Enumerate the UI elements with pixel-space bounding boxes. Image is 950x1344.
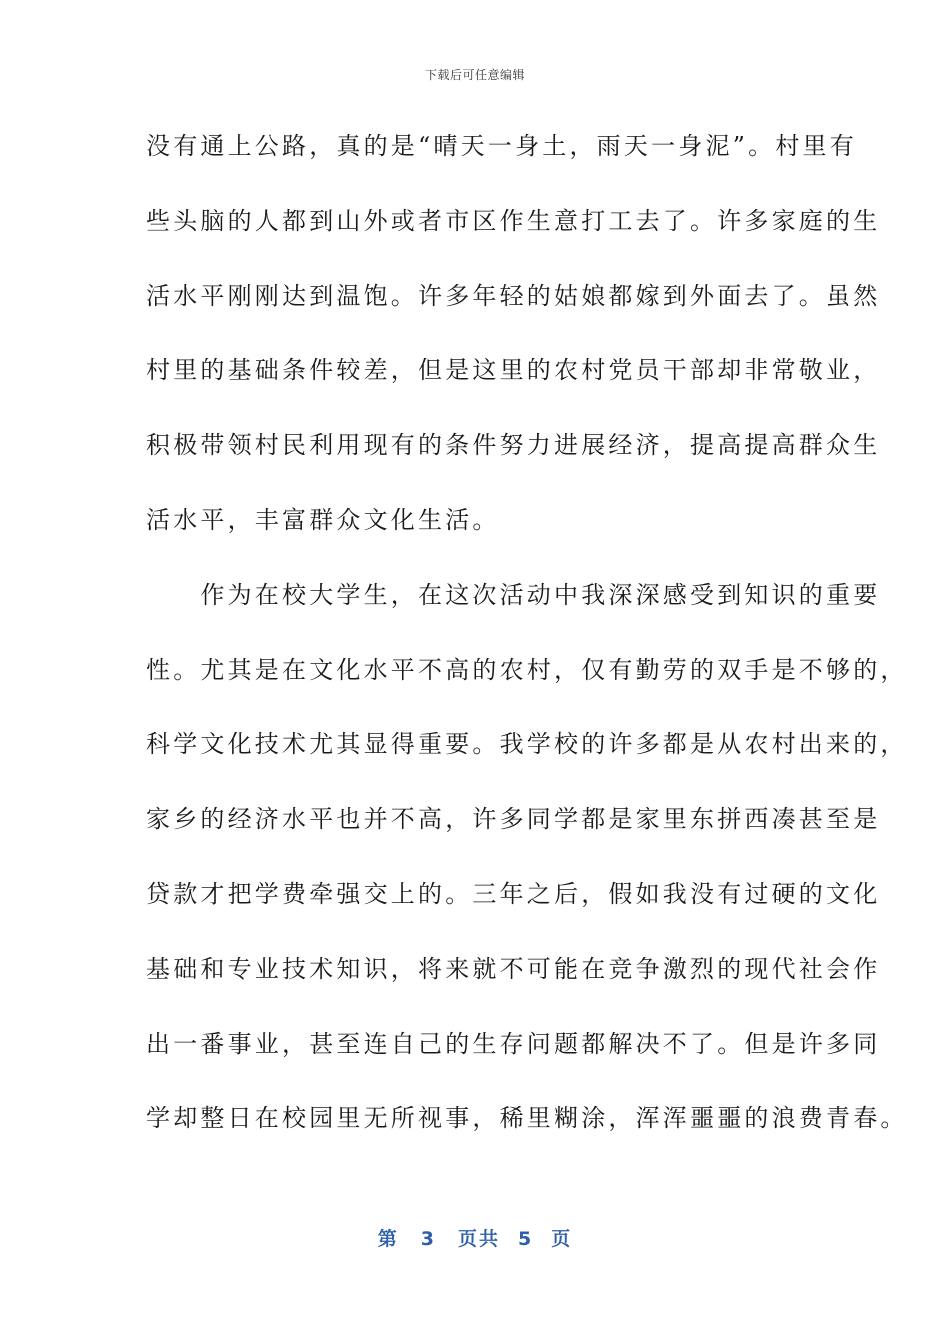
text-line: 基础和专业技术知识，将来就不可能在竞争激烈的现代社会作 <box>146 954 881 983</box>
document-body <box>146 124 908 1171</box>
text-line: 积极带领村民利用现有的条件努力进展经济，提高提高群众生 <box>146 431 881 460</box>
text-line: 学却整日在校园里无所视事，稀里糊涂，浑浑噩噩的浪费青春。 <box>146 1104 908 1133</box>
page-suffix: 页 <box>551 1228 573 1250</box>
text-line: 村里的基础条件较差，但是这里的农村党员干部却非常敬业， <box>146 356 881 385</box>
text-line: 作为在校大学生，在这次活动中我深深感受到知识的重要 <box>146 580 881 609</box>
page-prefix: 第 <box>377 1228 399 1250</box>
text-line: 性。尤其是在文化水平不高的农村，仅有勤劳的双手是不够的， <box>146 655 908 684</box>
text-line: 出一番事业，甚至连自己的生存问题都解决不了。但是许多同 <box>146 1029 881 1058</box>
text-line: 活水平，丰富群众文化生活。 <box>146 505 500 534</box>
header-note: 下载后可任意编辑 <box>424 68 525 82</box>
text-line: 活水平刚刚达到温饱。许多年轻的姑娘都嫁到外面去了。虽然 <box>146 281 881 310</box>
text-line: 些头脑的人都到山外或者市区作生意打工去了。许多家庭的生 <box>146 206 881 235</box>
text-line: 没有通上公路，真的是“晴天一身土，雨天一身泥”。村里有 <box>146 132 857 160</box>
page-footer <box>0 1224 950 1251</box>
current-page-number: 3 <box>420 1228 436 1250</box>
text-line: 贷款才把学费牵强交上的。三年之后，假如我没有过硬的文化 <box>146 879 881 908</box>
total-pages-number: 5 <box>518 1228 534 1250</box>
text-line: 家乡的经济水平也并不高，许多同学都是家里东拼西凑甚至是 <box>146 805 881 834</box>
text-line: 科学文化技术尤其显得重要。我学校的许多都是从农村出来的， <box>146 730 908 759</box>
page-mid: 页共 <box>457 1228 500 1250</box>
